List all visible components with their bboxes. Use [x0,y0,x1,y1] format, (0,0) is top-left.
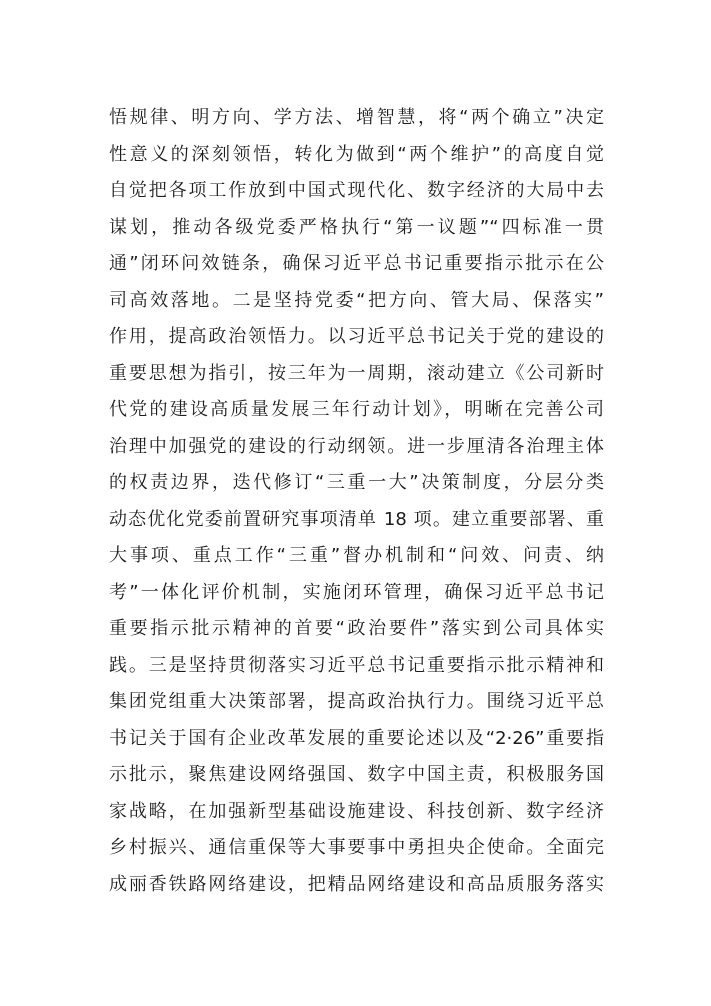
text-line: 乡村振兴、通信重保等大事要事中勇担央企使命。全面完 [109,837,604,858]
text-line: 自觉把各项工作放到中国式现代化、数字经济的大局中去 [109,180,604,201]
text-line: 家战略，在加强新型基础设施建设、科技创新、数字经济 [109,800,604,822]
text-line: 践。三是坚持贯彻落实习近平总书记重要指示批示精神和 [109,654,604,676]
text-line: 重要思想为指引，按三年为一周期，滚动建立《公司新时 [109,362,604,384]
text-line: 性意义的深刻领悟，转化为做到“两个维护”的高度自觉 [109,143,604,165]
text-line: 成丽香铁路网络建设，把精品网络建设和高品质服务落实 [109,873,604,895]
text-line: 大事项、重点工作“三重”督办机制和“问效、问责、纳 [109,545,604,566]
text-line: 的权责边界，迭代修订“三重一大”决策制度，分层分类 [109,472,604,493]
text-line: 示批示，聚焦建设网络强国、数字中国主责，积极服务国 [109,764,604,785]
text-line: 谋划，推动各级党委严格执行“第一议题”“四标准一贯 [109,216,604,238]
body-text [109,100,604,903]
text-line: 重要指示批示精神的首要“政治要件”落实到公司具体实 [109,618,604,639]
text-line: 悟规律、明方向、学方法、增智慧，将“两个确立”决定 [109,107,604,128]
text-line: 通”闭环问效链条，确保习近平总书记重要指示批示在公 [109,253,604,274]
text-line: 考”一体化评价机制，实施闭环管理，确保习近平总书记 [109,581,604,603]
text-line: 书记关于国有企业改革发展的重要论述以及“2·26”重要指 [109,727,604,749]
text-line: 集团党组重大决策部署，提高政治执行力。围绕习近平总 [109,691,604,712]
text-line: 作用，提高政治领悟力。以习近平总书记关于党的建设的 [109,326,604,347]
text-line: 司高效落地。二是坚持党委“把方向、管大局、保落实” [109,289,604,311]
text-line: 治理中加强党的建设的行动纲领。进一步厘清各治理主体 [109,435,604,457]
text-line: 代党的建设高质量发展三年行动计划》，明晰在完善公司 [109,399,604,420]
text-line: 动态优化党委前置研究事项清单 18 项。建立重要部署、重 [109,508,604,530]
